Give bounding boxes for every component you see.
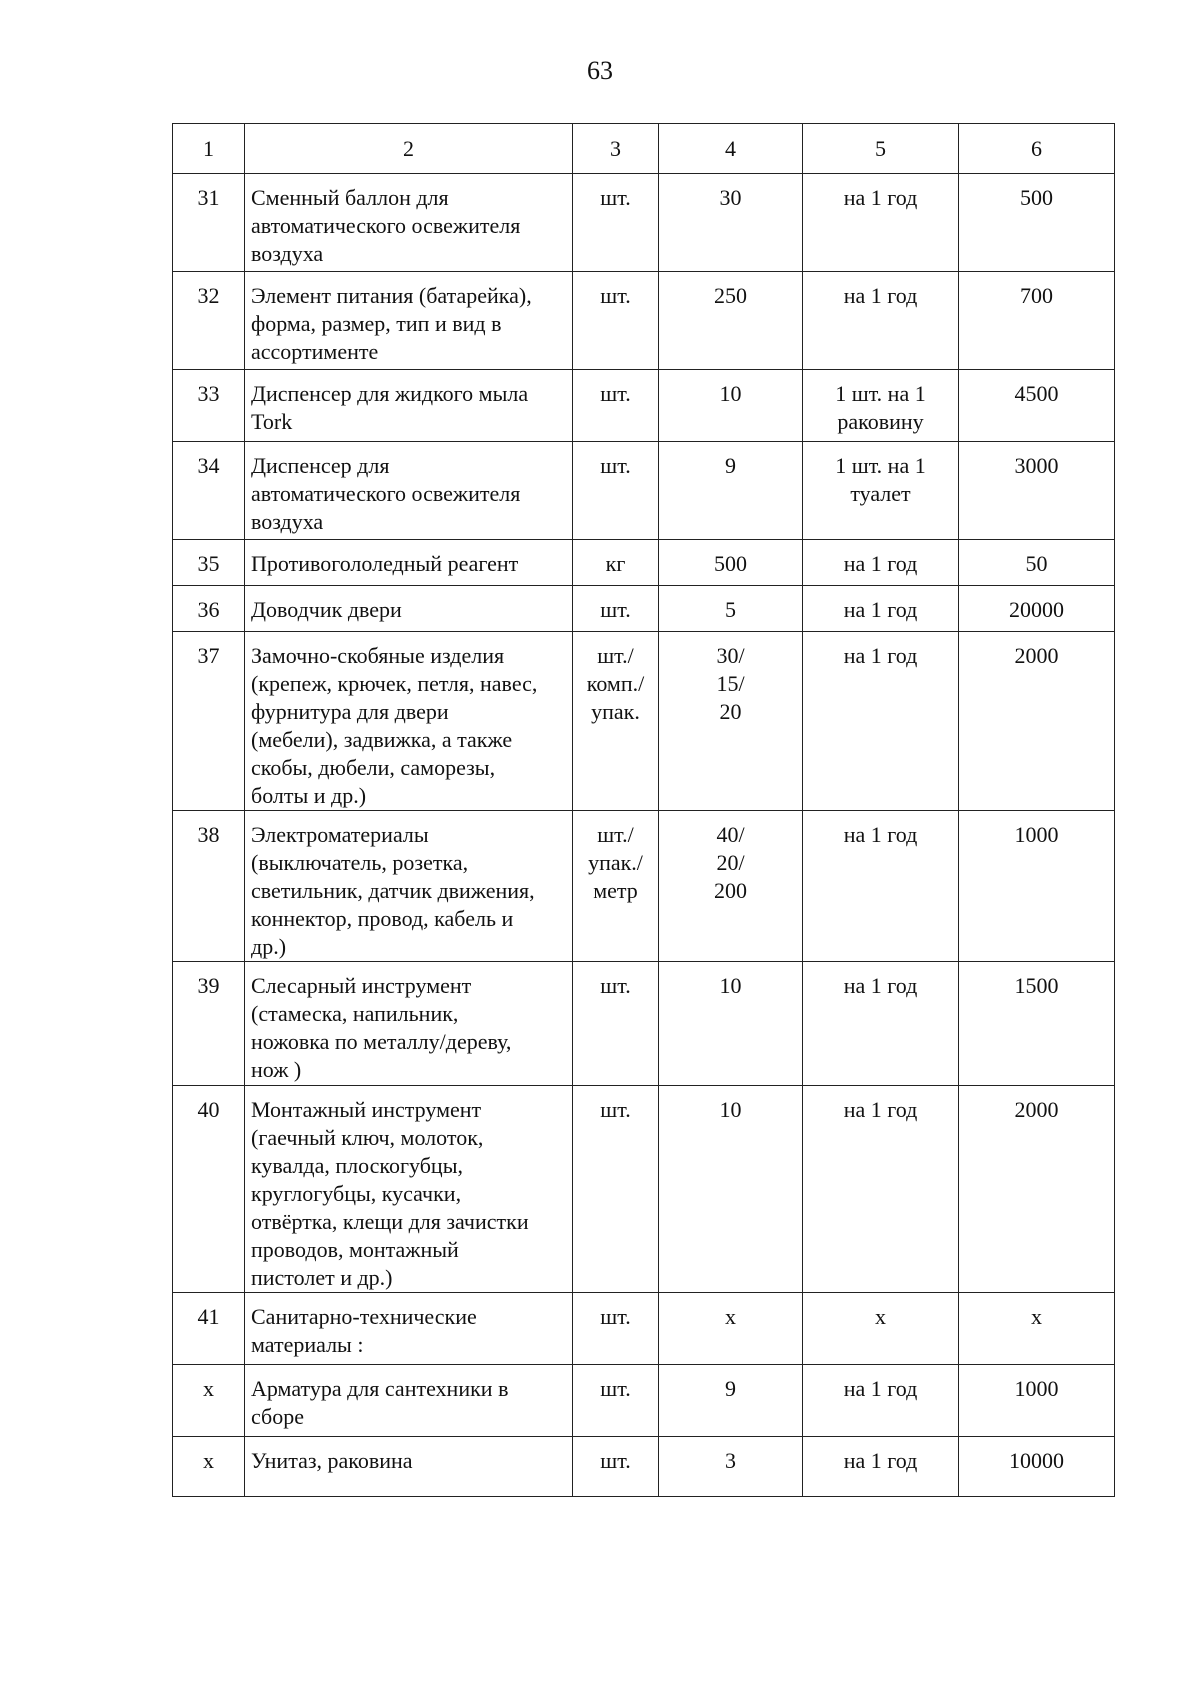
header-cell: 4 <box>659 124 803 174</box>
table-row <box>173 1086 1115 1293</box>
table-row <box>173 632 1115 811</box>
row-number-cell: 35 <box>173 540 245 586</box>
unit-cell: шт. <box>573 1365 659 1437</box>
header-cell: 6 <box>959 124 1115 174</box>
unit-cell: шт./ упак./ метр <box>573 811 659 962</box>
item-name-cell: Слесарный инструмент (стамеска, напильник, ножовка по металлу/дереву, нож ) <box>245 962 573 1086</box>
header-row <box>173 124 1115 174</box>
header-cell: 1 <box>173 124 245 174</box>
table-row <box>173 1365 1115 1437</box>
table-row <box>173 174 1115 272</box>
item-name-cell: Противогололедный реагент <box>245 540 573 586</box>
item-name-cell: Диспенсер для жидкого мыла Tork <box>245 370 573 442</box>
period-cell: на 1 год <box>803 962 959 1086</box>
quantity-cell: 30 <box>659 174 803 272</box>
unit-cell: шт. <box>573 370 659 442</box>
quantity-cell: 9 <box>659 1365 803 1437</box>
quantity-cell: x <box>659 1293 803 1365</box>
period-cell: на 1 год <box>803 174 959 272</box>
unit-cell: кг <box>573 540 659 586</box>
row-number-cell: 33 <box>173 370 245 442</box>
quantity-cell: 10 <box>659 370 803 442</box>
price-cell: 1500 <box>959 962 1115 1086</box>
unit-cell: шт. <box>573 1293 659 1365</box>
item-name-cell: Электроматериалы (выключатель, розетка, светильник, датчик движения, коннектор, провод, кабель и др.) <box>245 811 573 962</box>
price-cell: 500 <box>959 174 1115 272</box>
row-number-cell: x <box>173 1437 245 1497</box>
period-cell: 1 шт. на 1 туалет <box>803 442 959 540</box>
table-row <box>173 442 1115 540</box>
unit-cell: шт. <box>573 442 659 540</box>
item-name-cell: Монтажный инструмент (гаечный ключ, молоток, кувалда, плоскогубцы, круглогубцы, кусачки, отвёртка, клещи для зачистки проводов, монтажный пистолет и др.) <box>245 1086 573 1293</box>
unit-cell: шт. <box>573 174 659 272</box>
price-cell: 2000 <box>959 1086 1115 1293</box>
quantity-cell: 10 <box>659 962 803 1086</box>
period-cell: на 1 год <box>803 540 959 586</box>
item-name-cell: Диспенсер для автоматического освежителя воздуха <box>245 442 573 540</box>
price-cell: 4500 <box>959 370 1115 442</box>
table-row <box>173 586 1115 632</box>
row-number-cell: 32 <box>173 272 245 370</box>
row-number-cell: 41 <box>173 1293 245 1365</box>
period-cell: на 1 год <box>803 632 959 811</box>
quantity-cell: 10 <box>659 1086 803 1293</box>
header-cell: 5 <box>803 124 959 174</box>
price-cell: x <box>959 1293 1115 1365</box>
table-row <box>173 1437 1115 1497</box>
row-number-cell: 31 <box>173 174 245 272</box>
period-cell: на 1 год <box>803 272 959 370</box>
quantity-cell: 3 <box>659 1437 803 1497</box>
row-number-cell: 37 <box>173 632 245 811</box>
table-row <box>173 1293 1115 1365</box>
quantity-cell: 40/ 20/ 200 <box>659 811 803 962</box>
item-name-cell: Доводчик двери <box>245 586 573 632</box>
period-cell: на 1 год <box>803 1437 959 1497</box>
unit-cell: шт. <box>573 1086 659 1293</box>
quantity-cell: 30/ 15/ 20 <box>659 632 803 811</box>
unit-cell: шт. <box>573 272 659 370</box>
table-row <box>173 272 1115 370</box>
period-cell: на 1 год <box>803 1086 959 1293</box>
price-cell: 700 <box>959 272 1115 370</box>
quantity-cell: 500 <box>659 540 803 586</box>
item-name-cell: Элемент питания (батарейка), форма, размер, тип и вид в ассортименте <box>245 272 573 370</box>
header-cell: 3 <box>573 124 659 174</box>
row-number-cell: 34 <box>173 442 245 540</box>
row-number-cell: x <box>173 1365 245 1437</box>
table-row <box>173 370 1115 442</box>
item-name-cell: Унитаз, раковина <box>245 1437 573 1497</box>
period-cell: на 1 год <box>803 811 959 962</box>
header-cell: 2 <box>245 124 573 174</box>
price-cell: 50 <box>959 540 1115 586</box>
items-table <box>172 123 1115 1497</box>
price-cell: 2000 <box>959 632 1115 811</box>
item-name-cell: Сменный баллон для автоматического освежителя воздуха <box>245 174 573 272</box>
row-number-cell: 40 <box>173 1086 245 1293</box>
price-cell: 3000 <box>959 442 1115 540</box>
period-cell: 1 шт. на 1 раковину <box>803 370 959 442</box>
table-row <box>173 540 1115 586</box>
page-number: 63 <box>587 56 613 85</box>
quantity-cell: 5 <box>659 586 803 632</box>
price-cell: 1000 <box>959 811 1115 962</box>
price-cell: 1000 <box>959 1365 1115 1437</box>
quantity-cell: 250 <box>659 272 803 370</box>
row-number-cell: 36 <box>173 586 245 632</box>
item-name-cell: Санитарно-технические материалы : <box>245 1293 573 1365</box>
row-number-cell: 39 <box>173 962 245 1086</box>
unit-cell: шт. <box>573 1437 659 1497</box>
period-cell: x <box>803 1293 959 1365</box>
period-cell: на 1 год <box>803 586 959 632</box>
period-cell: на 1 год <box>803 1365 959 1437</box>
price-cell: 10000 <box>959 1437 1115 1497</box>
item-name-cell: Арматура для сантехники в сборе <box>245 1365 573 1437</box>
quantity-cell: 9 <box>659 442 803 540</box>
unit-cell: шт./ комп./ упак. <box>573 632 659 811</box>
row-number-cell: 38 <box>173 811 245 962</box>
unit-cell: шт. <box>573 586 659 632</box>
table-row <box>173 962 1115 1086</box>
table-row <box>173 811 1115 962</box>
price-cell: 20000 <box>959 586 1115 632</box>
unit-cell: шт. <box>573 962 659 1086</box>
item-name-cell: Замочно-скобяные изделия (крепеж, крючек, петля, навес, фурнитура для двери (мебели), задвижка, а также скобы, дюбели, саморезы, болты и др.) <box>245 632 573 811</box>
